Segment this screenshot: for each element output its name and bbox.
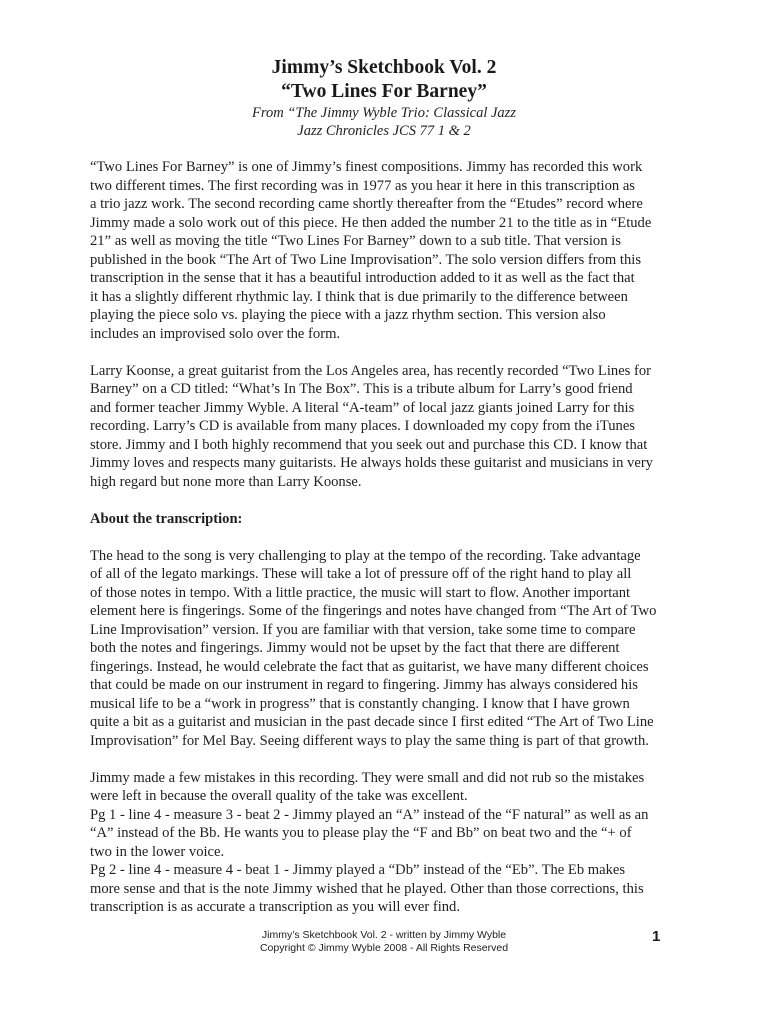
text-line: musical life to be a “work in progress” that is constantly changing. I know that I have grown — [90, 695, 630, 712]
text-line: Jimmy loves and respects many guitarists. He always holds these guitarist and musicians in very — [90, 455, 653, 471]
text-line: Line Improvisation” version. If you are familiar with that version, take some time to compare — [90, 621, 636, 638]
text-line: 21” as well as moving the title “Two Lines For Barney” down to a sub title. That version is — [90, 233, 621, 249]
document-title: Jimmy’s Sketchbook Vol. 2 — [271, 57, 497, 78]
text-line: transcription is as accurate a transcription as you will ever find. — [90, 899, 460, 915]
section-heading: About the transcription: — [90, 510, 243, 527]
text-line: a trio jazz work. The second recording came shortly thereafter from the “Etudes” record where — [90, 196, 643, 212]
text-line: “A” instead of the Bb. He wants you to please play the “F and Bb” on beat two and the “+ of — [90, 825, 632, 841]
text-line: of those notes in tempo. With a little practice, the music will start to flow. Another important — [90, 584, 631, 601]
text-line: both the notes and fingerings. Jimmy would not be upset by the fact that there are different — [90, 640, 620, 656]
page-number: 1 — [652, 928, 661, 945]
text-line: that could be made on our instrument in regard to fingering. Jimmy has always considered his — [90, 677, 638, 693]
footer-credit: Jimmy’s Sketchbook Vol. 2 - written by Jimmy Wyble — [261, 929, 507, 941]
text-line: Pg 1 - line 4 - measure 3 - beat 2 - Jimmy played an “A” instead of the “F natural” as well as an — [90, 806, 649, 823]
text-line: quite a bit as a guitarist and musician in the past decade since I first edited “The Art of Two Line — [90, 714, 654, 730]
text-line: Pg 2 - line 4 - measure 4 - beat 1 - Jimmy played a “Db” instead of the “Eb”. The Eb makes — [90, 862, 626, 878]
paragraph-intro — [90, 158, 690, 343]
text-line: and former teacher Jimmy Wyble. A literal “A-team” of local jazz giants joined Larry for this — [90, 399, 635, 416]
source-line-1: From “The Jimmy Wyble Trio: Classical Jazz — [252, 105, 516, 121]
text-line: recording. Larry’s CD is available from many places. I downloaded my copy from the iTunes — [90, 418, 635, 434]
text-line: The head to the song is very challenging to play at the tempo of the recording. Take advantage — [90, 547, 641, 564]
text-line: were left in because the overall quality of the take was excellent. — [90, 788, 468, 804]
text-line: of all of the legato markings. These will take a lot of pressure off of the right hand to play all — [90, 566, 632, 582]
text-line: it has a slightly different rhythmic lay. I think that is due primarily to the difference between — [90, 288, 628, 305]
text-line: high regard but none more than Larry Koonse. — [90, 473, 362, 490]
text-line: published in the book “The Art of Two Line Improvisation”. The solo version differs from this — [90, 251, 642, 268]
document-body — [90, 158, 690, 935]
text-line: playing the piece solo vs. playing the piece with a jazz rhythm section. This version also — [90, 307, 606, 323]
footer-copyright: Copyright © Jimmy Wyble 2008 - All Rights Reserved — [259, 942, 509, 954]
text-line: “Two Lines For Barney” is one of Jimmy’s finest compositions. Jimmy has recorded this work — [90, 159, 643, 175]
text-line: two different times. The first recording was in 1977 as you hear it here in this transcription as — [90, 177, 635, 194]
text-line: Jimmy made a solo work out of this piece. He then added the number 21 to the title as in “Etude — [90, 214, 652, 231]
text-line: two in the lower voice. — [90, 843, 225, 860]
text-line: includes an improvised solo over the form. — [90, 325, 341, 342]
text-line: Jimmy made a few mistakes in this recording. They were small and did not rub so the mistakes — [90, 769, 645, 786]
source-line-2: Jazz Chronicles JCS 77 1 & 2 — [297, 123, 471, 139]
text-line: Barney” on a CD titled: “What’s In The Box”. This is a tribute album for Larry’s good friend — [90, 381, 633, 397]
text-line: fingerings. Instead, he would celebrate the fact that as guitarist, we have many different choices — [90, 658, 649, 675]
paragraph-transcription — [90, 547, 690, 751]
text-line: more sense and that is the note Jimmy wished that he played. Other than those corrections, this — [90, 880, 644, 897]
text-line: store. Jimmy and I both highly recommend that you seek out and purchase this CD. I know that — [90, 436, 648, 453]
title-block — [0, 56, 768, 140]
paragraph-mistakes — [90, 769, 690, 917]
text-line: element here is fingerings. Some of the fingerings and notes have changed from “The Art of Two — [90, 603, 657, 619]
document-subtitle: “Two Lines For Barney” — [281, 81, 487, 102]
text-line: Larry Koonse, a great guitarist from the Los Angeles area, has recently recorded “Two Lines for — [90, 362, 652, 379]
paragraph-larry-koonse — [90, 362, 690, 492]
text-line: Improvisation” for Mel Bay. Seeing different ways to play the same thing is part of that growth. — [90, 732, 649, 749]
text-line: transcription in the sense that it has a beautiful introduction added to it as well as the fact that — [90, 270, 635, 286]
